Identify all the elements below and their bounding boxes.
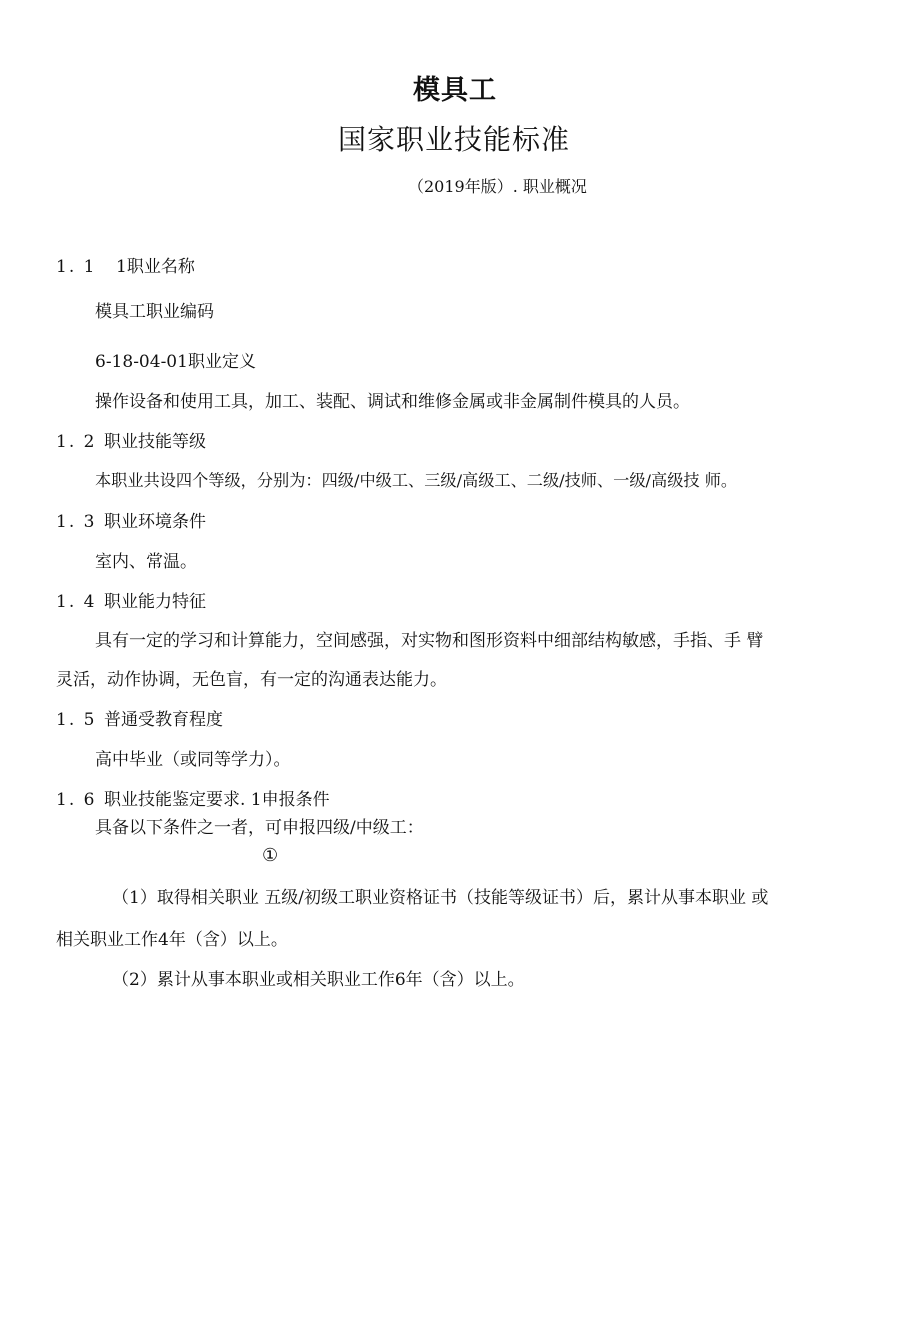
edition-line: （2019年版）. 职业概况 [408,177,587,196]
section-1-4 [56,587,206,612]
section-heading: 职业技能鉴定要求. 1申报条件 [104,790,330,810]
paragraph: 相关职业工作4年（含）以上。 [56,930,288,950]
section-1-5 [56,705,223,730]
paragraph: 本职业共设四个等级，分别为：四级/中级工、三级/高级工、二级/技师、一级/高级技 师。 [95,471,738,490]
section-heading: 职业环境条件 [104,512,206,532]
section-1-6 [56,785,330,810]
section-number: 1. 3 [56,512,97,532]
section-heading: 1职业名称 [116,257,195,277]
section-1-3 [56,507,206,532]
section-number: 1. 5 [56,710,97,730]
paragraph: 灵活，动作协调，无色盲，有一定的沟通表达能力。 [56,670,447,690]
standard-title: 国家职业技能标准 [337,123,570,156]
section-number: 1. 2 [56,432,97,452]
paragraph: 模具工职业编码 [95,302,214,322]
section-heading: 普通受教育程度 [104,710,223,730]
section-number: 1. 1 [56,257,97,277]
document-title: 模具工 [413,75,497,106]
list-marker: ① [262,845,279,866]
paragraph: （2）累计从事本职业或相关职业工作6年（含）以上。 [112,970,525,990]
paragraph: 具备以下条件之一者，可申报四级/中级工： [95,818,424,838]
section-1-1 [56,252,195,277]
section-heading: 职业能力特征 [104,592,206,612]
paragraph: 6-18-04-01职业定义 [95,352,256,372]
section-1-2 [56,427,206,452]
paragraph: 高中毕业（或同等学力）。 [95,750,291,770]
paragraph: 室内、常温。 [95,552,197,572]
section-number: 1. 6 [56,790,97,810]
paragraph: 操作设备和使用工具，加工、装配、调试和维修金属或非金属制件模具的人员。 [95,392,690,412]
paragraph: 具有一定的学习和计算能力，空间感强，对实物和图形资料中细部结构敏感，手指、手 臂 [95,631,764,651]
paragraph: （1）取得相关职业 五级/初级工职业资格证书（技能等级证书）后，累计从事本职业 或 [112,888,769,908]
section-heading: 职业技能等级 [104,432,206,452]
section-number: 1. 4 [56,592,97,612]
